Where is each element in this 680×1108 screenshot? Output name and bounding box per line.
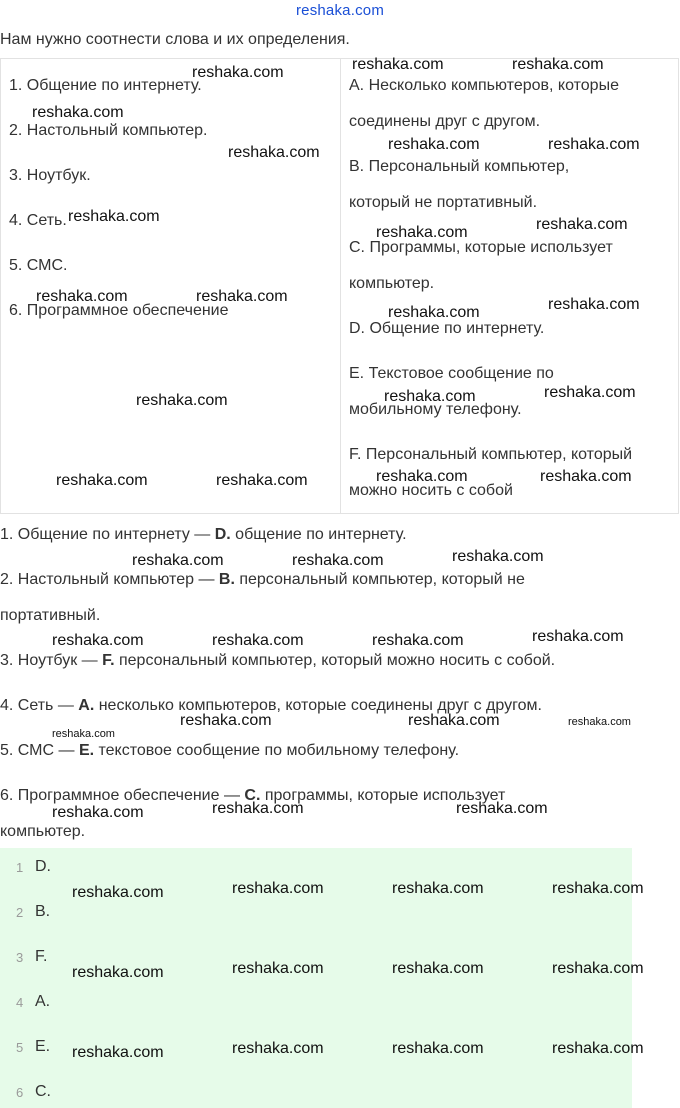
answer-line: 2. Настольный компьютер — B. персональный компьютер, который не bbox=[0, 571, 525, 588]
watermark: reshaka.com bbox=[56, 472, 148, 489]
result-number: 4 bbox=[16, 995, 24, 1010]
watermark: reshaka.com bbox=[72, 884, 164, 901]
definition-c-line1: C. Программы, которые использует bbox=[349, 239, 613, 256]
watermark: reshaka.com bbox=[388, 304, 480, 321]
watermark: reshaka.com bbox=[456, 800, 548, 817]
watermark: reshaka.com bbox=[352, 56, 444, 73]
result-number: 1 bbox=[16, 860, 24, 875]
result-letter: C. bbox=[35, 1083, 51, 1100]
watermark: reshaka.com bbox=[532, 628, 624, 645]
watermark: reshaka.com bbox=[540, 468, 632, 485]
result-letter: A. bbox=[35, 993, 51, 1010]
watermark: reshaka.com bbox=[232, 880, 324, 897]
term-1: 1. Общение по интернету. bbox=[9, 77, 202, 94]
result-letter: E. bbox=[35, 1038, 51, 1055]
site-logo[interactable]: reshaka.com bbox=[295, 2, 385, 19]
watermark: reshaka.com bbox=[52, 804, 144, 821]
term-5: 5. СМС. bbox=[9, 257, 68, 274]
watermark: reshaka.com bbox=[32, 104, 124, 121]
watermark: reshaka.com bbox=[216, 472, 308, 489]
watermark: reshaka.com bbox=[552, 1040, 644, 1057]
answer-line: 5. СМС — E. текстовое сообщение по мобильному телефону. bbox=[0, 742, 460, 759]
watermark: reshaka.com bbox=[408, 712, 500, 729]
watermark: reshaka.com bbox=[212, 632, 304, 649]
watermark: reshaka.com bbox=[452, 548, 544, 565]
watermark: reshaka.com bbox=[180, 712, 272, 729]
answer-line: 4. Сеть — A. несколько компьютеров, которые соединены друг с другом. bbox=[0, 697, 542, 714]
column-divider bbox=[340, 59, 341, 513]
answer-line: компьютер. bbox=[0, 823, 86, 840]
watermark: reshaka.com bbox=[228, 144, 320, 161]
result-number: 6 bbox=[16, 1085, 24, 1100]
watermark: reshaka.com bbox=[196, 288, 288, 305]
watermark: reshaka.com bbox=[568, 716, 631, 728]
watermark: reshaka.com bbox=[388, 136, 480, 153]
watermark: reshaka.com bbox=[536, 216, 628, 233]
result-letter: B. bbox=[35, 903, 51, 920]
watermark: reshaka.com bbox=[552, 880, 644, 897]
definition-d: D. Общение по интернету. bbox=[349, 320, 545, 337]
definition-f-line1: F. Персональный компьютер, который bbox=[349, 446, 633, 463]
watermark: reshaka.com bbox=[72, 964, 164, 981]
term-2: 2. Настольный компьютер. bbox=[9, 122, 208, 139]
definition-a-line2: соединены друг с другом. bbox=[349, 113, 541, 130]
watermark: reshaka.com bbox=[372, 632, 464, 649]
definition-e-line1: E. Текстовое сообщение по bbox=[349, 365, 554, 382]
definition-b-line2: который не портативный. bbox=[349, 194, 538, 211]
watermark: reshaka.com bbox=[232, 960, 324, 977]
answer-line: 6. Программное обеспечение — C. программы, которые использует bbox=[0, 787, 506, 804]
definition-e-line2: мобильному телефону. bbox=[349, 401, 522, 418]
task-statement: Нам нужно соотнести слова и их определения. bbox=[0, 31, 350, 48]
result-number: 3 bbox=[16, 950, 24, 965]
watermark: reshaka.com bbox=[548, 296, 640, 313]
watermark: reshaka.com bbox=[392, 1040, 484, 1057]
watermark: reshaka.com bbox=[136, 392, 228, 409]
matching-table bbox=[0, 58, 679, 514]
watermark: reshaka.com bbox=[552, 960, 644, 977]
watermark: reshaka.com bbox=[376, 224, 468, 241]
watermark: reshaka.com bbox=[392, 960, 484, 977]
watermark: reshaka.com bbox=[384, 388, 476, 405]
watermark: reshaka.com bbox=[52, 632, 144, 649]
watermark: reshaka.com bbox=[392, 880, 484, 897]
definition-b-line1: B. Персональный компьютер, bbox=[349, 158, 570, 175]
answer-line: 1. Общение по интернету — D. общение по интернету. bbox=[0, 526, 407, 543]
watermark: reshaka.com bbox=[292, 552, 384, 569]
definition-f-line2: можно носить с собой bbox=[349, 482, 513, 499]
watermark: reshaka.com bbox=[68, 208, 160, 225]
result-letter: F. bbox=[35, 948, 48, 965]
answer-line: портативный. bbox=[0, 607, 101, 624]
watermark: reshaka.com bbox=[212, 800, 304, 817]
result-letter: D. bbox=[35, 858, 51, 875]
watermark: reshaka.com bbox=[52, 728, 115, 740]
definition-c-line2: компьютер. bbox=[349, 275, 435, 292]
term-3: 3. Ноутбук. bbox=[9, 167, 91, 184]
result-number: 5 bbox=[16, 1040, 24, 1055]
term-4: 4. Сеть. bbox=[9, 212, 67, 229]
watermark: reshaka.com bbox=[36, 288, 128, 305]
watermark: reshaka.com bbox=[72, 1044, 164, 1061]
watermark: reshaka.com bbox=[548, 136, 640, 153]
watermark: reshaka.com bbox=[512, 56, 604, 73]
watermark: reshaka.com bbox=[132, 552, 224, 569]
result-number: 2 bbox=[16, 905, 24, 920]
watermark: reshaka.com bbox=[544, 384, 636, 401]
watermark: reshaka.com bbox=[232, 1040, 324, 1057]
watermark: reshaka.com bbox=[192, 64, 284, 81]
definition-a-line1: A. Несколько компьютеров, которые bbox=[349, 77, 619, 94]
term-6: 6. Программное обеспечение bbox=[9, 302, 229, 319]
watermark: reshaka.com bbox=[376, 468, 468, 485]
answer-line: 3. Ноутбук — F. персональный компьютер, который можно носить с собой. bbox=[0, 652, 556, 669]
